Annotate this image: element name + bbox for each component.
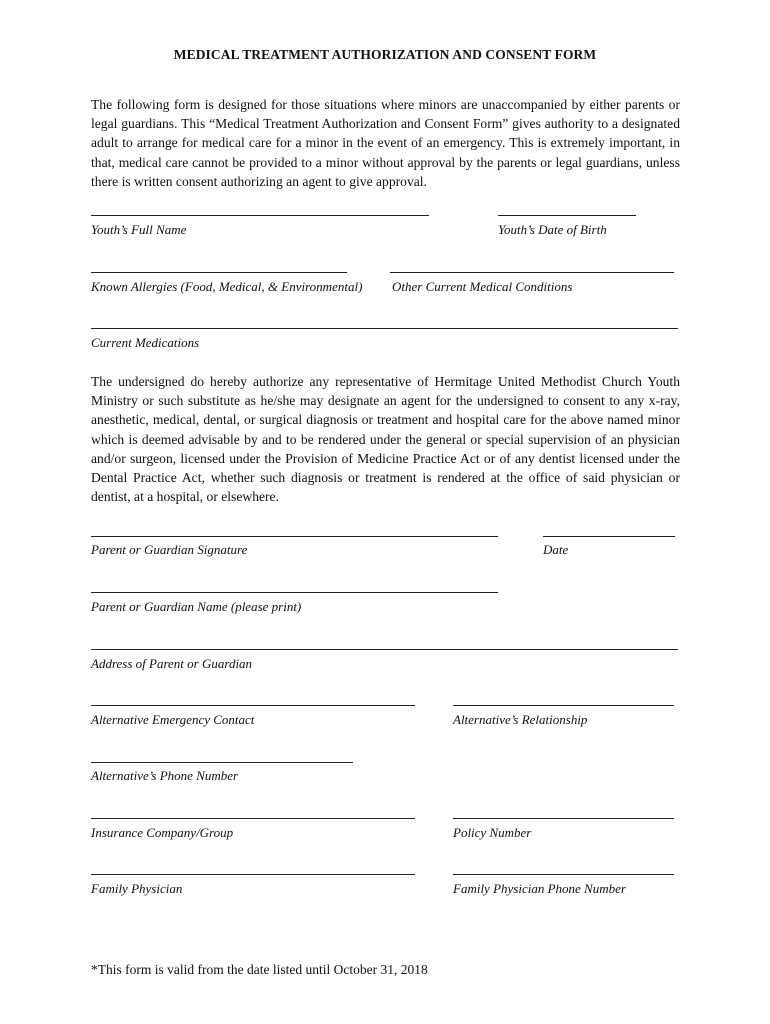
guardian-address-label: Address of Parent or Guardian xyxy=(91,656,253,671)
guardian-signature-label: Parent or Guardian Signature xyxy=(91,542,248,557)
alt-phone-label: Alternative’s Phone Number xyxy=(91,768,239,783)
allergies-label: Known Allergies (Food, Medical, & Environmental) xyxy=(91,279,363,294)
alt-relationship-line[interactable] xyxy=(453,705,674,706)
youth-name-line[interactable] xyxy=(91,215,429,216)
physician-line[interactable] xyxy=(91,874,415,875)
date-line[interactable] xyxy=(543,536,675,537)
insurance-line[interactable] xyxy=(91,818,415,819)
authorization-paragraph: The undersigned do hereby authorize any representative of Hermitage United Methodist Church Youth Ministry or such substitute as he/she may designate an agent for the undersigned to consent to any x-ray, anesthetic, medical, dental, or surgical diagnosis or treatment and hospital care for the above named minor which is deemed advisable by and to be rendered under the general or special supervision of an physician and/or surgeon, licensed under the Provision of Medicine Practice Act or of any dentist licensed under the Dental Practice Act, whether such diagnosis or treatment is rendered at the office of said physician or dentist, at a hospital, or elsewhere. xyxy=(91,374,680,505)
policy-line[interactable] xyxy=(453,818,674,819)
date-label: Date xyxy=(543,542,569,557)
insurance-label: Insurance Company/Group xyxy=(91,825,234,840)
physician-phone-label: Family Physician Phone Number xyxy=(453,881,626,896)
alt-contact-line[interactable] xyxy=(91,705,415,706)
physician-phone-line[interactable] xyxy=(453,874,674,875)
medications-line[interactable] xyxy=(91,328,678,329)
policy-label: Policy Number xyxy=(453,825,532,840)
allergies-line[interactable] xyxy=(91,272,347,273)
conditions-line[interactable] xyxy=(390,272,674,273)
conditions-label: Other Current Medical Conditions xyxy=(392,279,573,294)
intro-paragraph: The following form is designed for those situations where minors are unaccompanied by either parents or legal guardians. This “Medical Treatment Authorization and Consent Form” gives authority to a designated adult to arrange for medical care for a minor in the event of an emergency. This is extremely important, in that, medical care cannot be provided to a minor without approval by the parents or legal guardians, unless there is written consent authorizing an agent to give approval. xyxy=(91,97,680,189)
guardian-signature-line[interactable] xyxy=(91,536,498,537)
guardian-name-label: Parent or Guardian Name (please print) xyxy=(91,599,302,614)
alt-relationship-label: Alternative’s Relationship xyxy=(453,712,588,727)
youth-dob-line[interactable] xyxy=(498,215,636,216)
guardian-address-line[interactable] xyxy=(91,649,678,650)
guardian-name-line[interactable] xyxy=(91,592,498,593)
medications-label: Current Medications xyxy=(91,335,200,350)
form-title: MEDICAL TREATMENT AUTHORIZATION AND CONSENT FORM xyxy=(173,47,597,62)
physician-label: Family Physician xyxy=(91,881,183,896)
youth-name-label: Youth’s Full Name xyxy=(91,222,187,237)
alt-phone-line[interactable] xyxy=(91,762,353,763)
validity-note: *This form is valid from the date listed until October 31, 2018 xyxy=(91,962,428,977)
alt-contact-label: Alternative Emergency Contact xyxy=(91,712,255,727)
youth-dob-label: Youth’s Date of Birth xyxy=(498,222,607,237)
